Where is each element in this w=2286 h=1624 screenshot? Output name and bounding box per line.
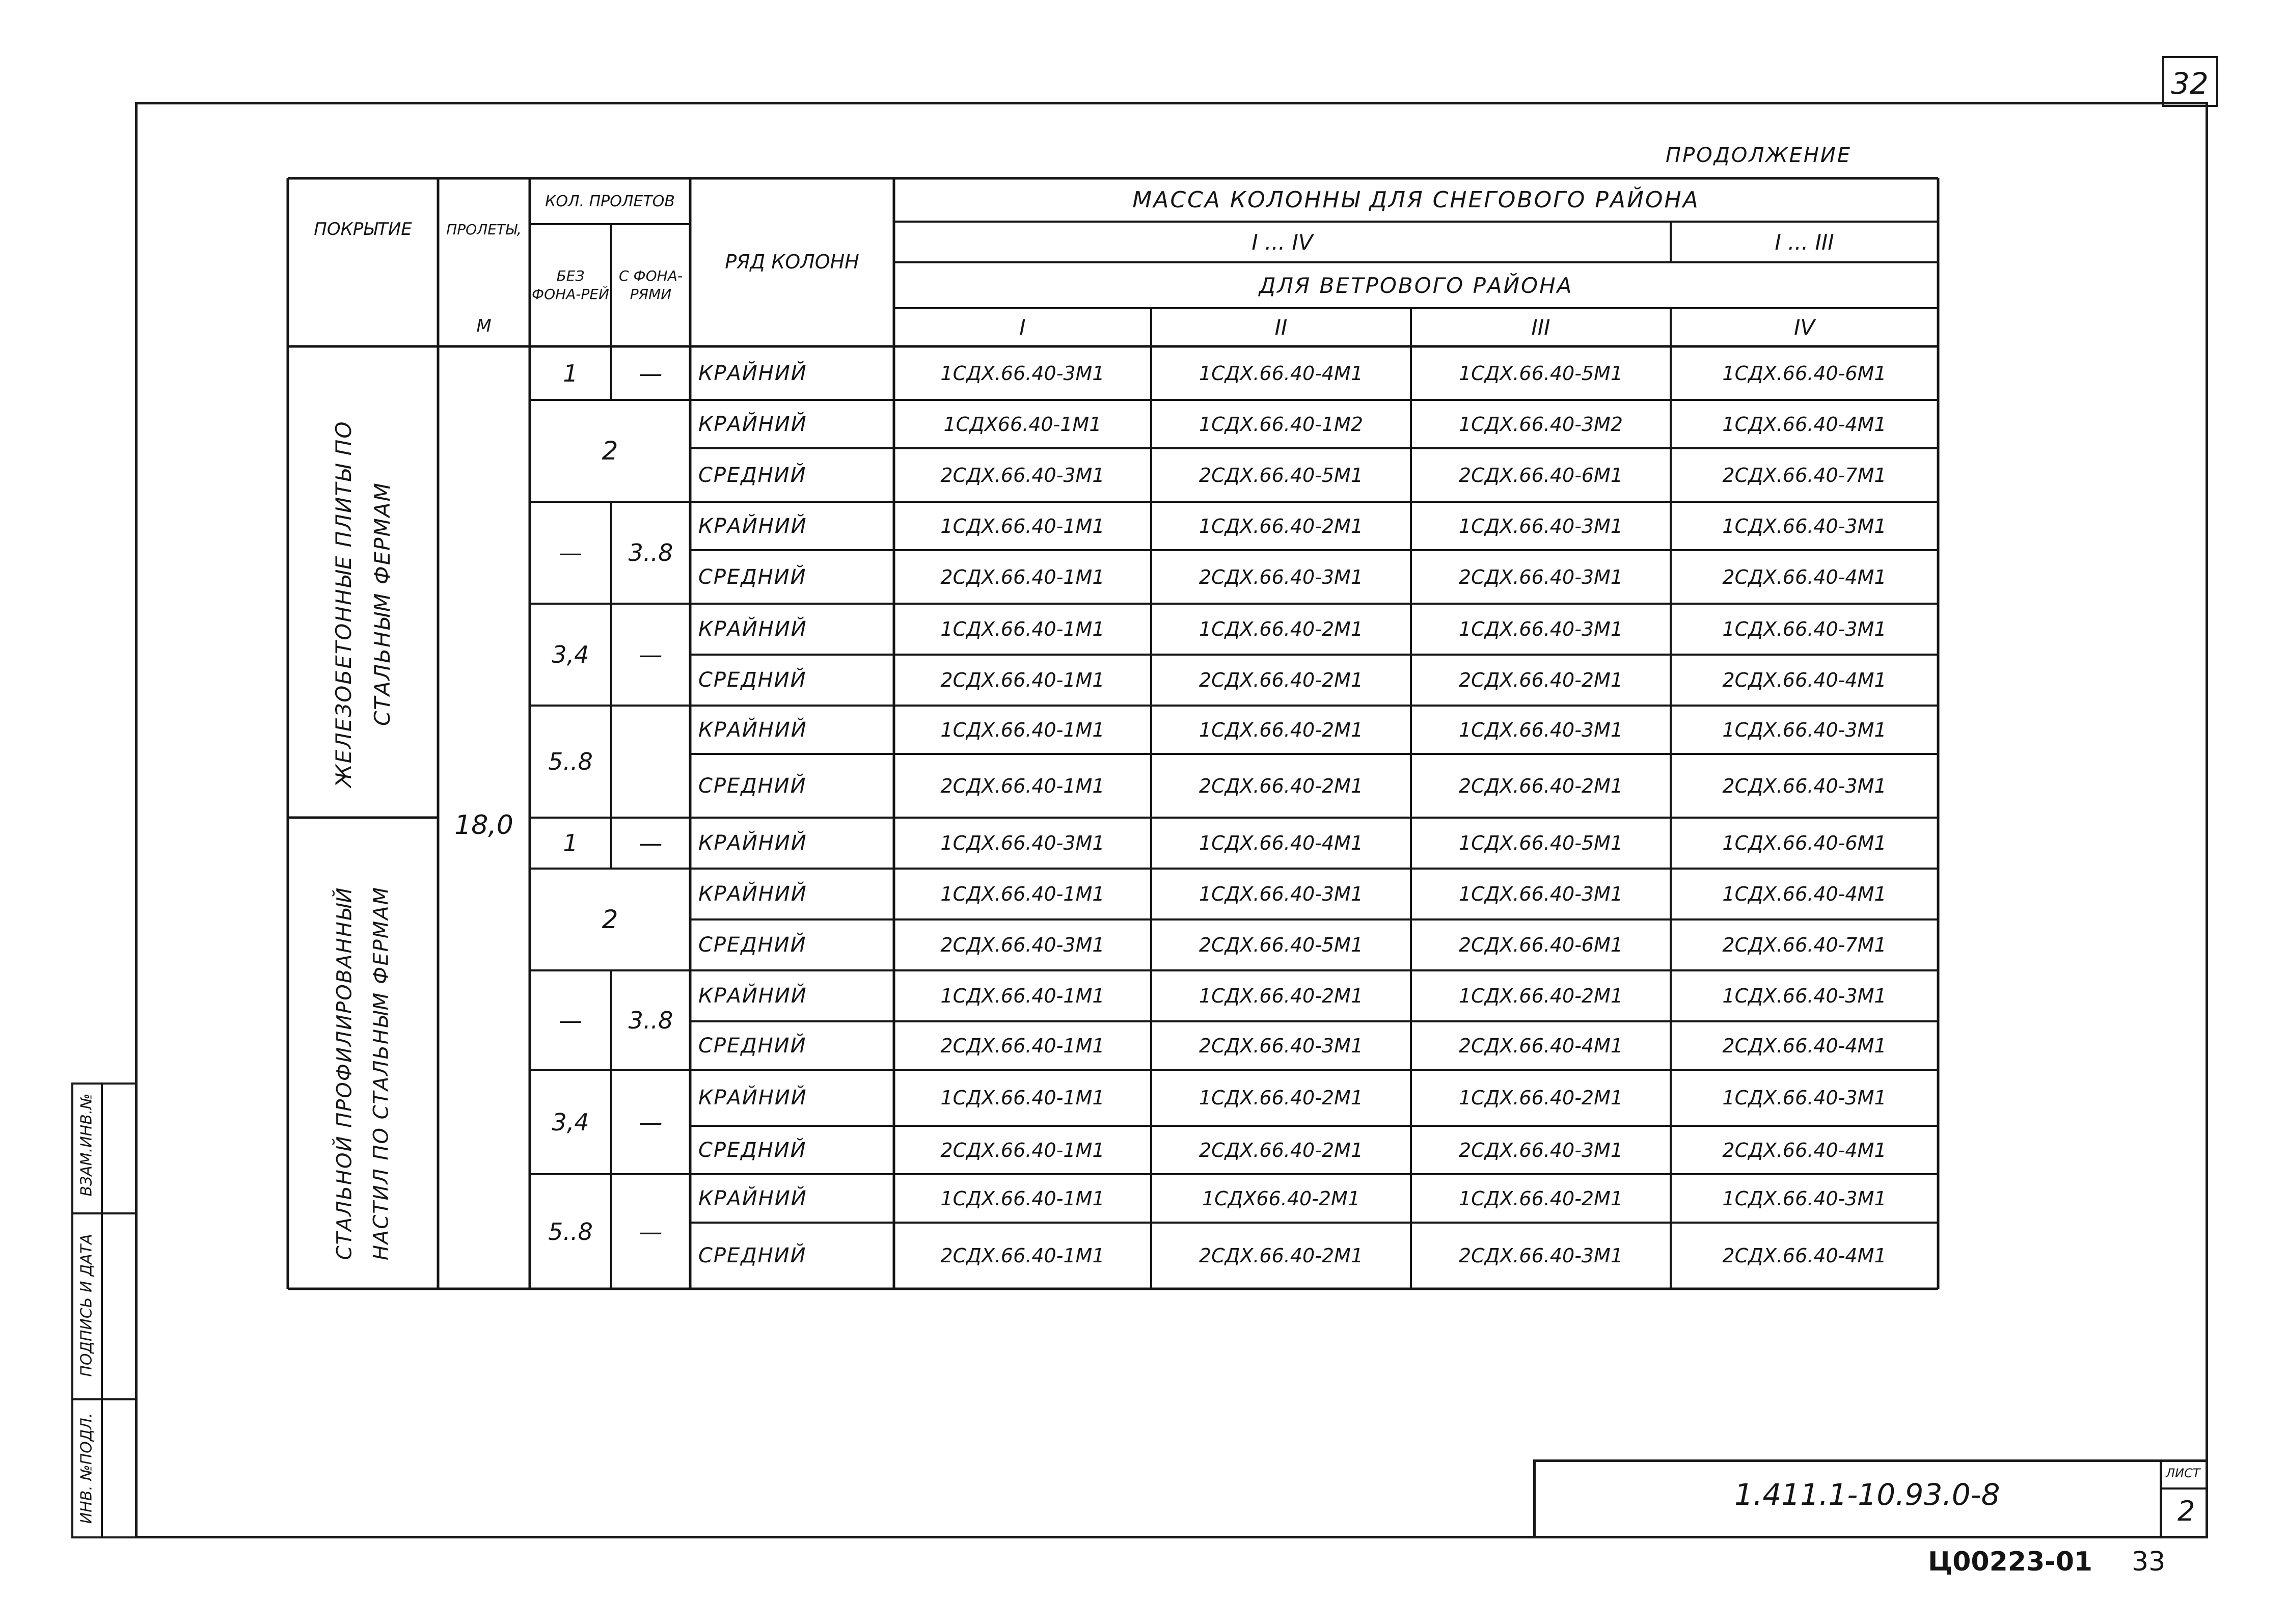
mass-cell: 1СДХ.66.40-3М1: [1722, 515, 1887, 537]
stamp-inv-no: ИНВ. №ПОДЛ.: [77, 1413, 96, 1524]
mass-cell: 2СДХ.66.40-1М1: [940, 774, 1105, 797]
mass-cell: 2СДХ.66.40-4М1: [1722, 565, 1887, 588]
span-without-lantern-cell: 1: [563, 359, 578, 387]
span-count-cell: 2: [602, 436, 618, 466]
mass-cell: 1СДХ.66.40-1М1: [940, 1187, 1105, 1210]
span-without-lantern-cell: 1: [563, 829, 578, 857]
column-row-cell: КРАЙНИЙ: [698, 1186, 807, 1210]
mass-cell: 1СДХ.66.40-1М1: [940, 883, 1105, 905]
archive-sheet: 33: [2132, 1547, 2166, 1577]
mass-cell: 1СДХ.66.40-6М1: [1722, 362, 1887, 385]
document-code: 1.411.1-10.93.0-8: [1734, 1477, 2000, 1512]
header-column-row: РЯД КОЛОНН: [725, 251, 859, 274]
mass-cell: 2СДХ.66.40-2М1: [1199, 1244, 1364, 1267]
header-without-lantern: БЕЗ ФОНА-РЕЙ: [532, 267, 609, 303]
span-with-lantern-cell: —: [639, 1217, 663, 1246]
mass-cell: 2СДХ.66.40-2М1: [1199, 1139, 1364, 1161]
mass-cell: 1СДХ.66.40-2М1: [1199, 618, 1364, 640]
column-row-cell: СРЕДНИЙ: [698, 1244, 807, 1267]
mass-cell: 2СДХ.66.40-4М1: [1722, 1034, 1887, 1057]
column-row-cell: КРАЙНИЙ: [698, 412, 807, 436]
mass-cell: 1СДХ.66.40-3М1: [1199, 883, 1364, 905]
mass-cell: 2СДХ.66.40-5М1: [1199, 934, 1364, 956]
stamp-signature-date: ПОДПИСЬ И ДАТА: [77, 1234, 96, 1377]
span-value: 18,0: [454, 810, 513, 841]
column-row-cell: СРЕДНИЙ: [698, 1138, 807, 1162]
header-span-unit: М: [476, 316, 492, 336]
span-without-lantern-cell: 5..8: [548, 1217, 593, 1246]
mass-cell: 2СДХ.66.40-2М1: [1458, 774, 1623, 797]
mass-cell: 1СДХ.66.40-3М1: [940, 362, 1105, 385]
span-with-lantern-cell: [611, 706, 690, 818]
sheet-number: 2: [2178, 1495, 2195, 1527]
mass-cell: 2СДХ.66.40-6М1: [1458, 464, 1623, 486]
column-row-cell: КРАЙНИЙ: [698, 361, 807, 385]
mass-cell: 1СДХ.66.40-3М1: [1722, 1187, 1887, 1210]
span-without-lantern-cell: 5..8: [548, 748, 593, 775]
mass-cell: 1СДХ.66.40-3М1: [1458, 618, 1623, 640]
mass-cell: 2СДХ.66.40-1М1: [940, 669, 1105, 691]
span-with-lantern-cell: —: [639, 829, 663, 857]
column-row-cell: КРАЙНИЙ: [698, 514, 807, 538]
column-row-cell: СРЕДНИЙ: [698, 933, 807, 957]
span-without-lantern-cell: —: [559, 539, 582, 566]
mass-cell: 2СДХ.66.40-3М1: [940, 934, 1105, 956]
mass-cell: 1СДХ.66.40-3М1: [1722, 985, 1887, 1007]
mass-cell: 1СДХ66.40-2М1: [1202, 1187, 1360, 1210]
mass-cell: 1СДХ.66.40-4М1: [1199, 832, 1364, 854]
column-row-cell: КРАЙНИЙ: [698, 831, 807, 855]
header-column-mass: МАССА КОЛОННЫ ДЛЯ СНЕГОВОГО РАЙОНА: [1132, 187, 1700, 213]
mass-cell: 2СДХ.66.40-3М1: [1199, 565, 1364, 588]
header-spans-count: КОЛ. ПРОЛЕТОВ: [545, 192, 675, 210]
mass-cell: 1СДХ.66.40-2М1: [1458, 1187, 1623, 1210]
mass-cell: 2СДХ.66.40-3М1: [1458, 565, 1623, 588]
span-without-lantern-cell: 3,4: [552, 1108, 589, 1136]
mass-cell: 1СДХ.66.40-2М1: [1199, 515, 1364, 537]
header-snow-1-3: I ... III: [1775, 229, 1834, 255]
mass-cell: 2СДХ.66.40-4М1: [1722, 1244, 1887, 1267]
mass-cell: 1СДХ.66.40-3М1: [1458, 883, 1623, 905]
header-wind-4: IV: [1793, 315, 1815, 340]
mass-cell: 2СДХ.66.40-3М1: [1722, 774, 1887, 797]
column-row-cell: КРАЙНИЙ: [698, 1086, 807, 1109]
column-row-cell: КРАЙНИЙ: [698, 718, 807, 742]
mass-cell: 2СДХ.66.40-3М1: [940, 464, 1105, 486]
span-with-lantern-cell: —: [639, 359, 663, 387]
mass-cell: 1СДХ.66.40-3М2: [1458, 413, 1623, 436]
span-with-lantern-cell: —: [639, 1108, 663, 1136]
mass-cell: 2СДХ.66.40-4М1: [1722, 669, 1887, 691]
page-number: 32: [2171, 66, 2209, 101]
mass-cell: 1СДХ.66.40-5М1: [1458, 832, 1623, 854]
mass-cell: 2СДХ.66.40-1М1: [940, 565, 1105, 588]
mass-cell: 1СДХ.66.40-1М2: [1199, 413, 1364, 436]
mass-cell: 1СДХ.66.40-3М1: [1458, 718, 1623, 741]
mass-cell: 2СДХ.66.40-2М1: [1199, 774, 1364, 797]
column-row-cell: СРЕДНИЙ: [698, 774, 807, 798]
mass-cell: 1СДХ.66.40-2М1: [1458, 1087, 1623, 1109]
column-row-cell: СРЕДНИЙ: [698, 463, 807, 487]
mass-cell: 2СДХ.66.40-3М1: [1199, 1034, 1364, 1057]
span-count-cell: 2: [602, 905, 618, 934]
continuation-label: ПРОДОЛЖЕНИЕ: [1666, 144, 1852, 167]
archive-number: Ц00223-01: [1928, 1547, 2093, 1577]
column-row-cell: СРЕДНИЙ: [698, 565, 807, 589]
mass-cell: 2СДХ.66.40-1М1: [940, 1139, 1105, 1161]
stamp-replaced-inv: ВЗАМ.ИНВ.№: [77, 1093, 96, 1197]
header-wind-1: I: [1019, 315, 1026, 340]
column-row-cell: КРАЙНИЙ: [698, 984, 807, 1008]
span-without-lantern-cell: 3,4: [552, 641, 589, 668]
span-with-lantern-cell: 3..8: [628, 1006, 673, 1034]
mass-cell: 2СДХ.66.40-7М1: [1722, 464, 1887, 486]
mass-cell: 1СДХ.66.40-3М1: [940, 832, 1105, 854]
mass-cell: 2СДХ.66.40-4М1: [1722, 1139, 1887, 1161]
mass-cell: 1СДХ.66.40-6М1: [1722, 832, 1887, 854]
span-without-lantern-cell: —: [559, 1006, 582, 1034]
span-with-lantern-cell: —: [639, 641, 663, 668]
header-coating: ПОКРЫТИЕ: [314, 219, 412, 239]
mass-cell: 1СДХ.66.40-2М1: [1199, 985, 1364, 1007]
mass-cell: 2СДХ.66.40-6М1: [1458, 934, 1623, 956]
column-row-cell: СРЕДНИЙ: [698, 1034, 807, 1058]
header-snow-1-4: I ... IV: [1251, 229, 1313, 255]
mass-cell: 2СДХ.66.40-3М1: [1458, 1244, 1623, 1267]
header-wind-2: II: [1274, 315, 1288, 340]
mass-cell: 1СДХ.66.40-2М1: [1199, 718, 1364, 741]
mass-cell: 1СДХ.66.40-1М1: [940, 718, 1105, 741]
sheet-label: ЛИСТ: [2166, 1466, 2200, 1480]
mass-cell: 1СДХ.66.40-2М1: [1458, 985, 1623, 1007]
column-row-cell: КРАЙНИЙ: [698, 882, 807, 906]
mass-cell: 2СДХ.66.40-4М1: [1458, 1034, 1623, 1057]
column-row-cell: КРАЙНИЙ: [698, 617, 807, 641]
mass-cell: 1СДХ66.40-1М1: [943, 413, 1102, 436]
column-row-cell: СРЕДНИЙ: [698, 668, 807, 692]
mass-cell: 2СДХ.66.40-1М1: [940, 1244, 1105, 1267]
mass-cell: 1СДХ.66.40-3М1: [1458, 515, 1623, 537]
mass-cell: 2СДХ.66.40-2М1: [1199, 669, 1364, 691]
mass-cell: 2СДХ.66.40-2М1: [1458, 669, 1623, 691]
header-with-lantern: С ФОНА-РЯМИ: [619, 267, 683, 303]
mass-cell: 1СДХ.66.40-3М1: [1722, 618, 1887, 640]
mass-cell: 1СДХ.66.40-1М1: [940, 985, 1105, 1007]
mass-cell: 1СДХ.66.40-5М1: [1458, 362, 1623, 385]
header-span: ПРОЛЕТЫ,: [446, 221, 522, 238]
mass-cell: 2СДХ.66.40-5М1: [1199, 464, 1364, 486]
mass-cell: 1СДХ.66.40-2М1: [1199, 1087, 1364, 1109]
mass-cell: 1СДХ.66.40-3М1: [1722, 718, 1887, 741]
coating-group-label: СТАЛЬНОЙ ПРОФИЛИРОВАННЫЙ НАСТИЛ ПО СТАЛЬНЫМ ФЕРМАМ: [333, 886, 393, 1261]
coating-group-label: ЖЕЛЕЗОБЕТОННЫЕ ПЛИТЫ ПО СТАЛЬНЫМ ФЕРМАМ: [331, 420, 395, 788]
mass-cell: 1СДХ.66.40-4М1: [1722, 883, 1887, 905]
mass-cell: 2СДХ.66.40-3М1: [1458, 1139, 1623, 1161]
header-wind-district: ДЛЯ ВЕТРОВОГО РАЙОНА: [1259, 273, 1573, 298]
span-with-lantern-cell: 3..8: [628, 539, 673, 566]
mass-cell: 1СДХ.66.40-4М1: [1722, 413, 1887, 436]
mass-cell: 2СДХ.66.40-1М1: [940, 1034, 1105, 1057]
mass-cell: 2СДХ.66.40-7М1: [1722, 934, 1887, 956]
mass-cell: 1СДХ.66.40-1М1: [940, 1087, 1105, 1109]
mass-cell: 1СДХ.66.40-4М1: [1199, 362, 1364, 385]
mass-cell: 1СДХ.66.40-3М1: [1722, 1087, 1887, 1109]
mass-cell: 1СДХ.66.40-1М1: [940, 515, 1105, 537]
mass-cell: 1СДХ.66.40-1М1: [940, 618, 1105, 640]
header-wind-3: III: [1531, 315, 1550, 340]
